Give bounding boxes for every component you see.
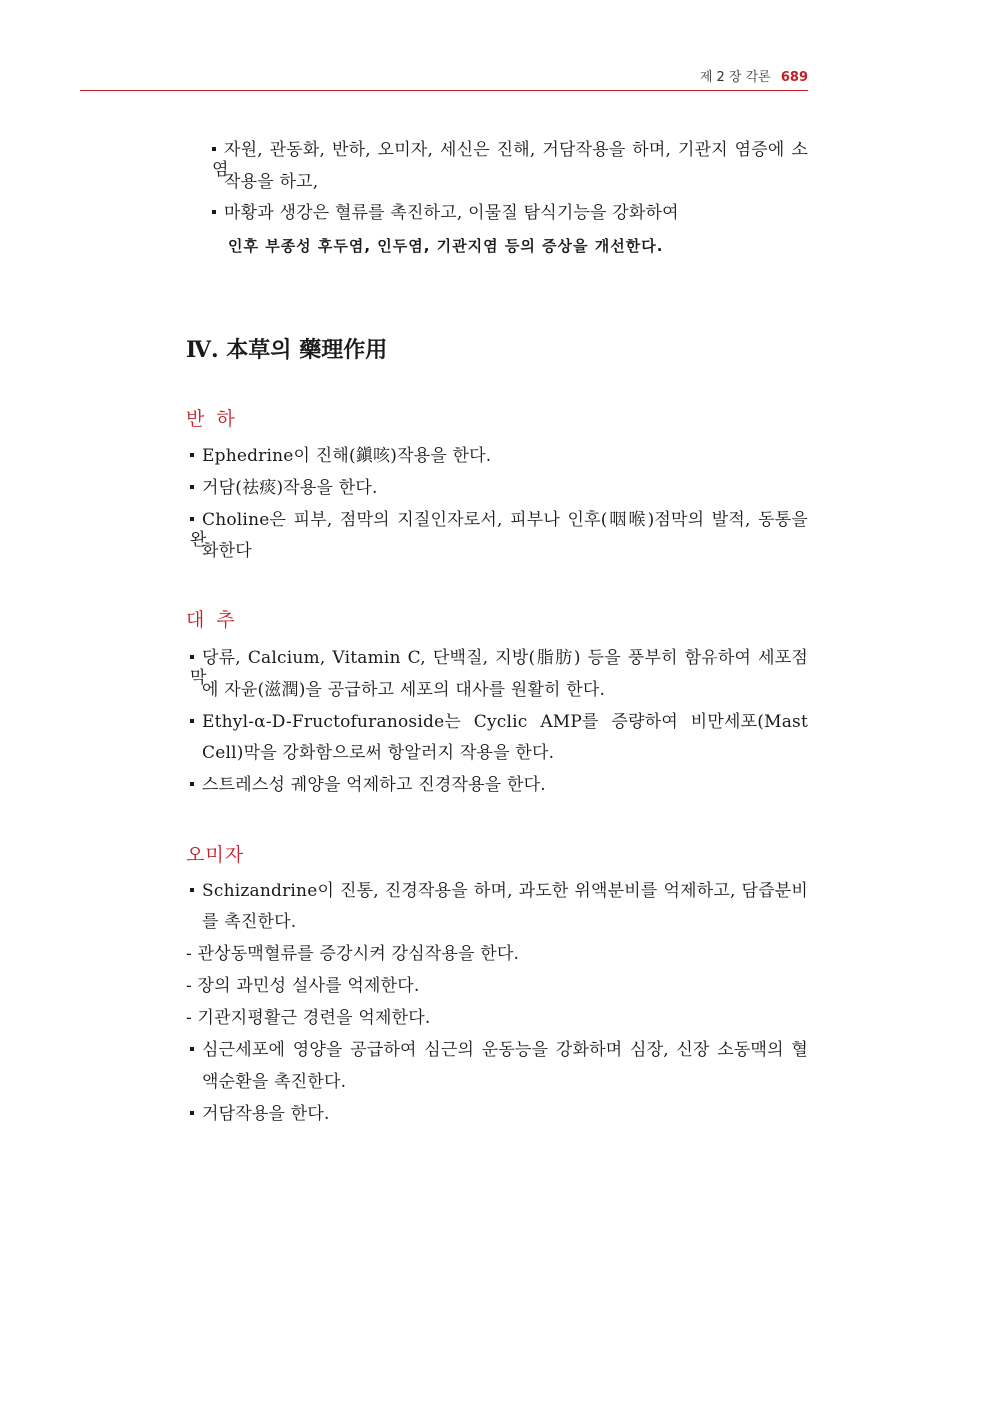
daechu-bullet-1-cont: 에 자윤(滋潤)을 공급하고 세포의 대사를 원활히 한다. — [202, 680, 606, 700]
banha-bullet-1-text: Ephedrine이 진해(鎭咳)작용을 한다. — [202, 446, 492, 466]
banha-bullet-3 — [190, 510, 808, 550]
intro-bullet-2-text: 마황과 생강은 혈류를 촉진하고, 이물질 탐식기능을 강화하여 — [224, 203, 679, 223]
omija-dash-3: - 기관지평활근 경련을 억제한다. — [186, 1008, 431, 1028]
bullet-icon — [190, 485, 194, 489]
bullet-icon — [212, 147, 216, 151]
intro-bullet-1-text: 자원, 관동화, 반하, 오미자, 세신은 진해, 거담작용을 하며, 기관지 염증에 소염 — [212, 140, 808, 180]
daechu-bullet-2 — [190, 712, 808, 732]
banha-bullet-2 — [190, 478, 378, 498]
bullet-icon — [190, 719, 194, 723]
daechu-bullet-3-text: 스트레스성 궤양을 억제하고 진경작용을 한다. — [202, 775, 546, 795]
bullet-icon — [190, 782, 194, 786]
bullet-icon — [190, 655, 194, 659]
banha-bullet-2-text: 거담(祛痰)작용을 한다. — [202, 478, 378, 498]
omija-dash-2: - 장의 과민성 설사를 억제한다. — [186, 976, 420, 996]
omija-bullet-2-text: 심근세포에 영양을 공급하여 심근의 운동능을 강화하며 심장, 신장 소동맥의 혈 — [202, 1040, 808, 1060]
intro-bullet-2 — [212, 203, 679, 223]
banha-bullet-3-text: Choline은 피부, 점막의 지질인자로서, 피부나 인후(咽喉)점막의 발적, 동통을 완 — [190, 510, 808, 550]
bullet-icon — [190, 1047, 194, 1051]
bullet-icon — [212, 210, 216, 214]
bullet-icon — [190, 888, 194, 892]
banha-bullet-1 — [190, 446, 491, 466]
header-divider — [80, 90, 808, 91]
bullet-icon — [190, 453, 194, 457]
intro-bullet-2-cont: 인후 부종성 후두염, 인두염, 기관지염 등의 증상을 개선한다. — [228, 237, 664, 255]
omija-bullet-2-cont: 액순환을 촉진한다. — [202, 1072, 347, 1092]
omija-bullet-3-text: 거담작용을 한다. — [202, 1104, 330, 1124]
daechu-bullet-1-text: 당류, Calcium, Vitamin C, 단백질, 지방(脂肪) 등을 풍부히 함유하여 세포점막 — [190, 648, 808, 688]
bullet-icon — [190, 1111, 194, 1115]
herb-title-banha: 반 하 — [186, 408, 238, 430]
daechu-bullet-2-cont: Cell)막을 강화함으로써 항알러지 작용을 한다. — [202, 743, 555, 763]
bullet-icon — [190, 517, 194, 521]
omija-bullet-1 — [190, 881, 808, 901]
daechu-bullet-2-text: Ethyl-α-D-Fructofuranoside는 Cyclic AMP를 증량하여 비만세포(Mast — [202, 712, 808, 732]
herb-title-daechu: 대 추 — [186, 609, 238, 631]
intro-bullet-1-cont: 작용을 하고, — [224, 172, 319, 192]
omija-dash-1: - 관상동맥혈류를 증강시켜 강심작용을 한다. — [186, 944, 520, 964]
omija-bullet-2 — [190, 1040, 808, 1060]
page-number: 689 — [780, 70, 808, 85]
section-title: Ⅳ. 本草의 藥理作用 — [186, 337, 388, 363]
daechu-bullet-3 — [190, 775, 546, 795]
banha-bullet-3-cont: 화한다 — [202, 541, 252, 561]
omija-bullet-3 — [190, 1104, 330, 1124]
omija-bullet-1-cont: 를 촉진한다. — [202, 912, 297, 932]
herb-title-omija: 오미자 — [186, 844, 245, 866]
running-header — [80, 66, 808, 86]
chapter-label: 제 2 장 각론 — [699, 70, 771, 85]
omija-bullet-1-text: Schizandrine이 진통, 진경작용을 하며, 과도한 위액분비를 억제하고, 담즙분비 — [202, 881, 808, 901]
